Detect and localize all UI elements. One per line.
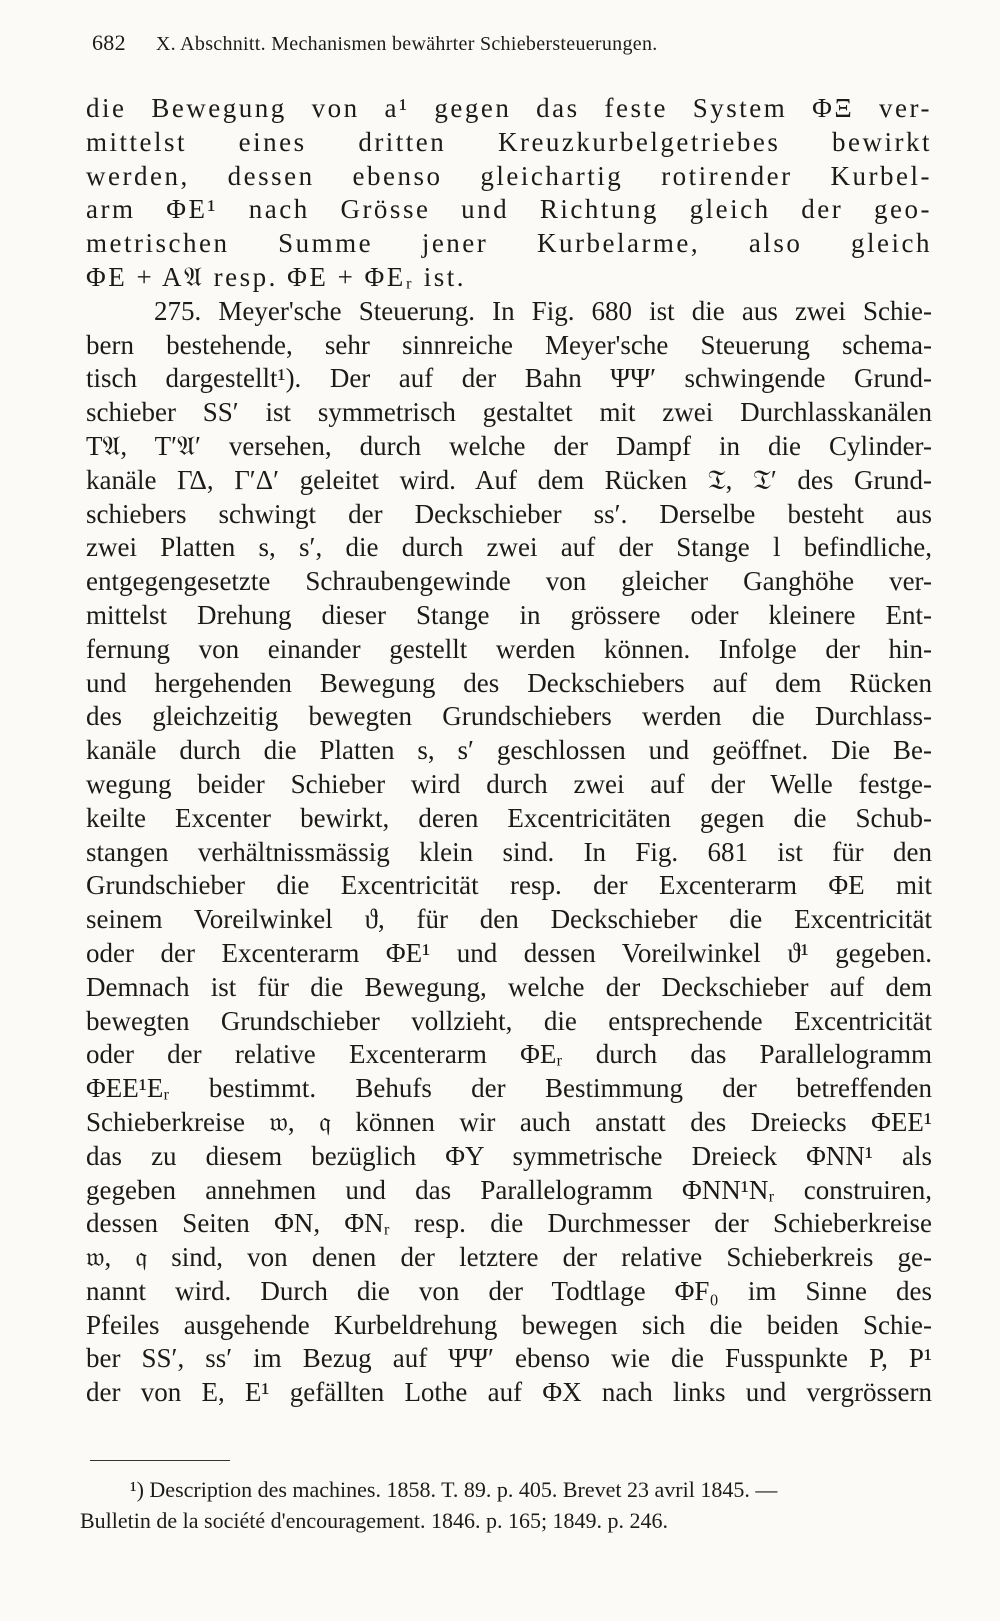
text-line: des gleichzeitig bewegten Grundschiebers werden die Durchlass- <box>86 701 932 732</box>
text-line: die Bewegung von a¹ gegen das feste System ΦΞ ver- <box>86 93 932 123</box>
section-heading-line: 275. Meyer'sche Steuerung. In Fig. 680 ist die aus zwei Schie- <box>154 295 932 326</box>
running-header <box>92 30 942 56</box>
text-line: bewegten Grundschieber vollzieht, die entsprechende Excentricität <box>86 1005 932 1036</box>
footnote-rule <box>90 1460 230 1461</box>
text-line: und hergehenden Bewegung des Deckschiebers auf dem Rücken <box>86 667 932 698</box>
text-line: ΦEE¹Eᵣ bestimmt. Behufs der Bestimmung der betreffenden <box>86 1073 932 1104</box>
text-line: Schieberkreise 𝔴, 𝔮 können wir auch anstatt des Dreiecks ΦEE¹ <box>86 1106 932 1137</box>
text-line: dessen Seiten ΦN, ΦNᵣ resp. die Durchmesser der Schieberkreise <box>86 1208 932 1239</box>
text-line: zwei Platten s, s′, die durch zwei auf der Stange l befindliche, <box>86 532 932 563</box>
text-line: oder der relative Excenterarm ΦEᵣ durch das Parallelogramm <box>86 1039 932 1070</box>
footnote-line: Bulletin de la société d'encouragement. 1846. p. 165; 1849. p. 246. <box>80 1508 669 1533</box>
text-line: entgegengesetzte Schraubengewinde von gleicher Ganghöhe ver- <box>86 566 932 597</box>
footnote-line: ¹) Description des machines. 1858. T. 89. p. 405. Brevet 23 avril 1845. — <box>130 1477 778 1502</box>
text-line: das zu diesem bezüglich ΦY symmetrische Dreieck ΦNN¹ als <box>86 1140 932 1171</box>
text-line: ΦE + A𝔄 resp. ΦE + ΦEᵣ ist. <box>86 261 466 292</box>
body-text <box>86 92 932 1410</box>
text-line: Demnach ist für die Bewegung, welche der Deckschieber auf dem <box>86 971 932 1002</box>
footnotes <box>80 1474 940 1536</box>
text-line: ber SS′, ss′ im Bezug auf ΨΨ′ ebenso wie die Fusspunkte P, P¹ <box>86 1343 932 1374</box>
text-line: metrischen Summe jener Kurbelarme, also gleich <box>86 228 932 259</box>
text-line: Grundschieber die Excentricität resp. der Excenterarm ΦE mit <box>86 870 932 901</box>
text-line: mittelst Drehung dieser Stange in grössere oder kleinere Ent- <box>86 599 932 630</box>
text-line: bern bestehende, sehr sinnreiche Meyer'sche Steuerung schema- <box>86 329 932 360</box>
text-line: Pfeiles ausgehende Kurbeldrehung bewegen sich die beiden Schie- <box>86 1309 932 1340</box>
text-line: stangen verhältnissmässig klein sind. In Fig. 681 ist für den <box>86 836 932 867</box>
text-line: tisch dargestellt¹). Der auf der Bahn ΨΨ′ schwingende Grund- <box>86 363 932 394</box>
text-line: T𝔄, T′𝔄′ versehen, durch welche der Dampf in die Cylinder- <box>86 430 932 461</box>
text-line: werden, dessen ebenso gleichartig rotirender Kurbel- <box>86 160 932 191</box>
running-title: X. Abschnitt. Mechanismen bewährter Schiebersteuerungen. <box>155 33 658 55</box>
text-line: fernung von einander gestellt werden können. Infolge der hin- <box>86 633 932 664</box>
text-line: kanäle durch die Platten s, s′ geschlossen und geöffnet. Die Be- <box>86 735 932 766</box>
text-line: schieber SS′ ist symmetrisch gestaltet mit zwei Durchlasskanälen <box>86 397 932 428</box>
text-line: gegeben annehmen und das Parallelogramm ΦNN¹Nᵣ construiren, <box>86 1174 932 1205</box>
text-line: wegung beider Schieber wird durch zwei auf der Welle festge- <box>86 768 932 799</box>
text-line: nannt wird. Durch die von der Todtlage ΦF₀ im Sinne des <box>86 1275 932 1306</box>
text-line: mittelst eines dritten Kreuzkurbelgetriebes bewirkt <box>86 126 932 157</box>
page-number: 682 <box>92 30 126 55</box>
text-line: 𝔴, 𝔮 sind, von denen der letztere der relative Schieberkreis ge- <box>86 1242 932 1273</box>
text-line: arm ΦE¹ nach Grösse und Richtung gleich der geo- <box>86 194 932 225</box>
text-line: seinem Voreilwinkel ϑ, für den Deckschieber die Excentricität <box>86 904 932 935</box>
text-line: der von E, E¹ gefällten Lothe auf ΦX nach links und vergrössern <box>86 1377 932 1408</box>
text-line: keilte Excenter bewirkt, deren Excentricitäten gegen die Schub- <box>86 802 932 833</box>
text-line: oder der Excenterarm ΦE¹ und dessen Voreilwinkel ϑ¹ gegeben. <box>86 937 932 968</box>
text-line: kanäle ΓΔ, Γ′Δ′ geleitet wird. Auf dem Rücken 𝔗, 𝔗′ des Grund- <box>86 464 932 495</box>
text-line: schiebers schwingt der Deckschieber ss′. Derselbe besteht aus <box>86 498 932 529</box>
